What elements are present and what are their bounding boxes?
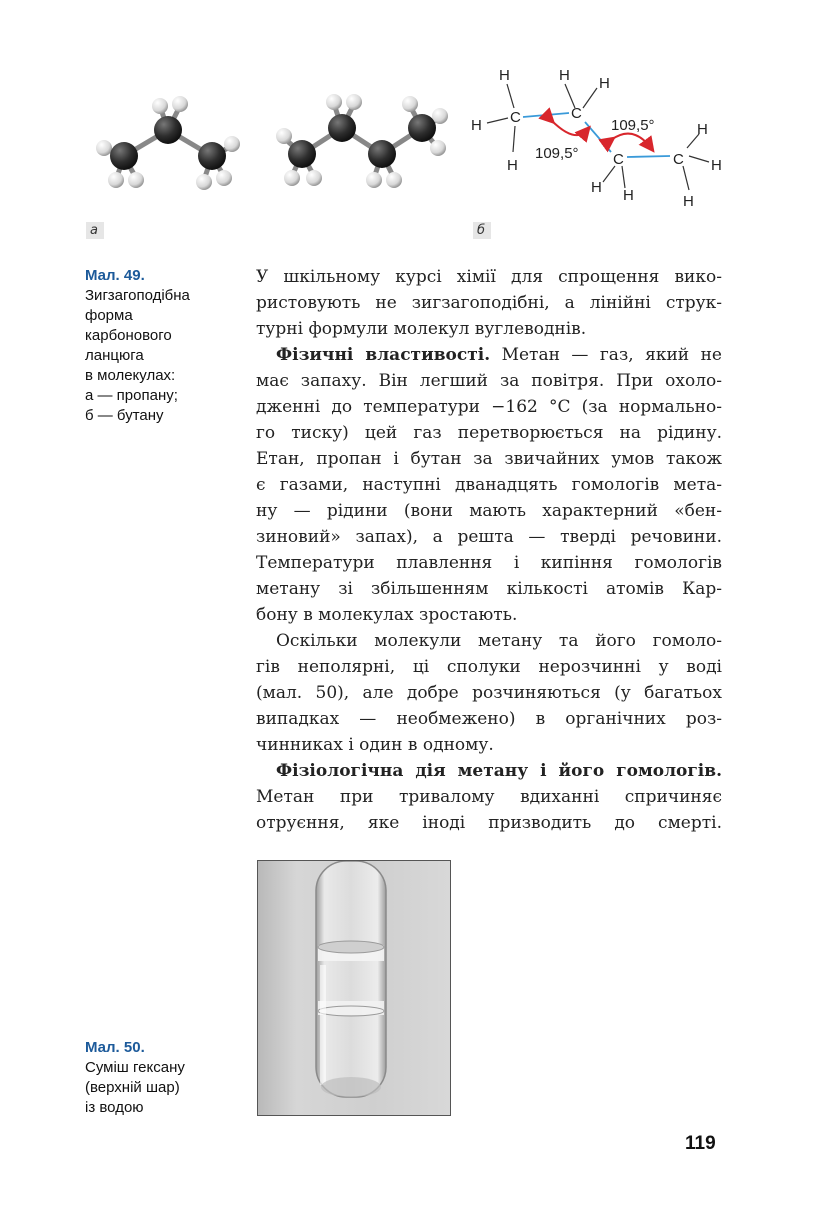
text-line: Оскільки молекули метану та його гомоло- <box>276 631 722 651</box>
text-line: дженні до температури −162 °C (за нормально- <box>256 397 722 417</box>
test-tube-illustration <box>258 861 450 1115</box>
text-line: зиновий» запах), а решта — тверді речовини. <box>256 527 722 547</box>
atom-h: H <box>683 193 694 210</box>
caption-line: Зигзагоподібна <box>85 287 190 304</box>
caption-line: із водою <box>85 1099 144 1116</box>
atom-h: H <box>471 117 482 134</box>
text-line: У шкільному курсі хімії для спрощення вико- <box>256 267 722 287</box>
text-line: го тиску) цей газ перетворюється на рідину. <box>256 423 722 443</box>
figure-50-caption <box>85 1038 245 1118</box>
text-line: гів неполярні, ці сполуки нерозчинні у воді <box>256 657 722 677</box>
section-heading-physiological: Фізіологічна дія метану і його гомологів. <box>276 761 722 781</box>
caption-line: ланцюга <box>85 347 144 364</box>
text-line: ну — рідини (вони мають характерний «бен- <box>256 501 722 521</box>
section-heading-physical: Фізичні властивості. <box>276 345 491 365</box>
text-line: має запаху. Він легший за повітря. При охоло- <box>256 371 722 391</box>
text-line: бону в молекулах зростають. <box>256 605 518 625</box>
page-number: 119 <box>685 1133 716 1154</box>
caption-line: (верхній шар) <box>85 1079 180 1096</box>
text-line: чинниках і один в одному. <box>256 735 494 755</box>
text-line: є газами, наступні дванадцять гомологів мета- <box>256 475 722 495</box>
caption-title: Мал. 50. <box>85 1039 145 1056</box>
angle-label: 109,5° <box>611 117 655 134</box>
angle-label: 109,5° <box>535 145 579 162</box>
text-line: Метан при тривалому вдиханні спричиняє <box>256 787 722 807</box>
text-line: Температури плавлення і кипіння гомологів <box>256 553 722 573</box>
caption-line: форма <box>85 307 133 324</box>
atom-h: H <box>697 121 708 138</box>
atom-h: H <box>591 179 602 196</box>
text-line: Етан, пропан і бутан за звичайних умов також <box>256 449 722 469</box>
figure-label-b: б <box>473 222 491 239</box>
caption-title: Мал. 49. <box>85 267 145 284</box>
body-text <box>256 264 722 836</box>
atom-h: H <box>507 157 518 174</box>
atom-h: H <box>623 187 634 204</box>
caption-line: карбонового <box>85 327 172 344</box>
text-line: ристовують не зигзагоподібні, а лінійні струк- <box>256 293 722 313</box>
text-line: випадках — необмежено) в органічних роз- <box>256 709 722 729</box>
text-fragment: Метан — газ, який не <box>490 345 722 365</box>
butane-structural-formula <box>465 60 735 220</box>
caption-line: б — бутану <box>85 407 164 424</box>
atom-h: H <box>499 67 510 84</box>
paragraph-heading-line <box>256 758 722 784</box>
figure-label-a: а <box>86 222 104 239</box>
propane-model-image <box>84 88 254 198</box>
text-line: отруєння, яке іноді призводить до смерті. <box>256 813 722 833</box>
atom-h: H <box>559 67 570 84</box>
caption-line: в молекулах: <box>85 367 176 384</box>
text-line: (мал. 50), але добре розчиняються (у багатьох <box>256 683 722 703</box>
atom-h: H <box>599 75 610 92</box>
caption-line: а — пропану; <box>85 387 178 404</box>
test-tube-photo <box>257 860 451 1116</box>
butane-model-image <box>270 88 460 198</box>
figure-49-caption <box>85 266 235 426</box>
atom-h: H <box>711 157 722 174</box>
caption-line: Суміш гексану <box>85 1059 185 1076</box>
atom-c: C <box>510 109 521 126</box>
atom-c: C <box>673 151 684 168</box>
paragraph-heading-line <box>256 342 722 368</box>
atom-c: C <box>613 151 624 168</box>
text-line: турні формули молекул вуглеводнів. <box>256 319 587 339</box>
atom-c: C <box>571 105 582 122</box>
text-line: метану зі збільшенням кількості атомів Кар- <box>256 579 722 599</box>
